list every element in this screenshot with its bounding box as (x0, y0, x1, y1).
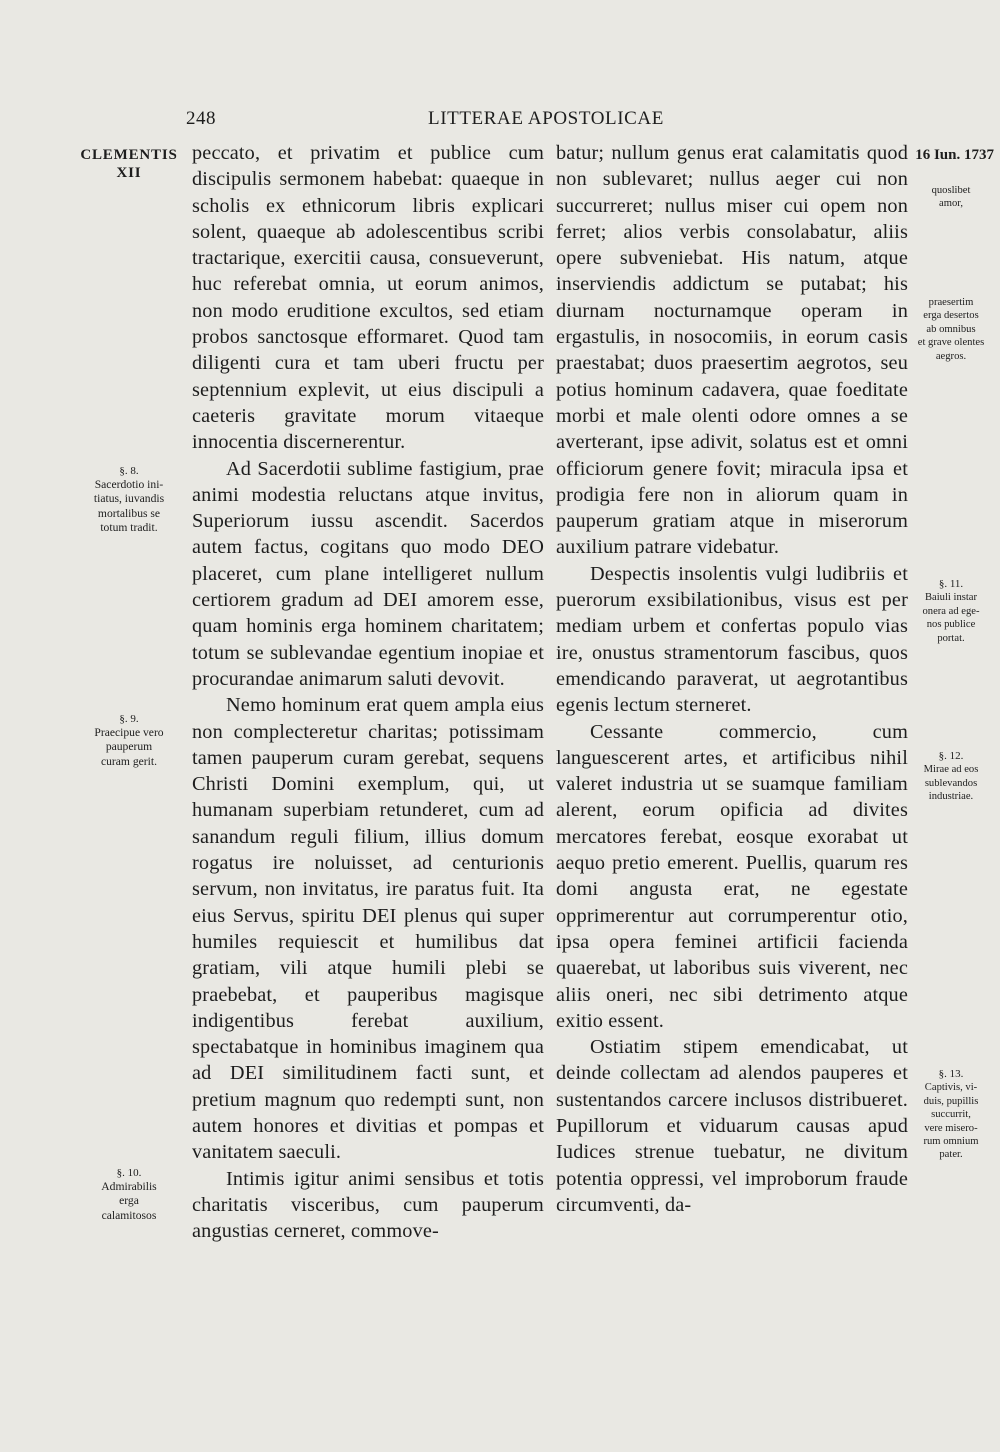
margin-author (76, 146, 182, 182)
paragraph: batur; nullum genus erat calamitatis quod non sublevaret; nullus aeger cui non succurreret; nullus miser cui opem non ferret; alios verbis consolabatur, aliis opere subveniebat. His natum, atque inserviendis addictum se putabat; his diurnam nocturnamque operam in ergastulis, in nosocomiis, in eorum casis praestabat; duos praesertim aegrotos, seu potius hominum cadavera, quae foeditate morbi et male olenti odore omnes a se averterant, ipse adivit, solatus est et omni officiorum genere fovit; miracula ipsa et prodigia fere non in aliorum quam in pauperum gratiam atque in miserorum auxilium patrare videbatur. (556, 142, 908, 559)
margin-note-line: duis, pupillis (923, 1095, 979, 1107)
margin-note-line: calamitosos (101, 1208, 157, 1222)
margin-note-10 (76, 1166, 182, 1223)
margin-note-line: Baiuli instar (924, 592, 978, 604)
author-line-1: CLEMENTIS (80, 147, 178, 163)
margin-note-9 (76, 712, 182, 769)
paragraph: peccato, et privatim et publice cum discipulis sermonem habebat: quaeque in scholis ex ethnicorum libris explicari solent, quaeque ab adolescentibus scribi tractarique, exercitii causa, consueverunt, huc referebat omnia, ut eorum animos, non modo eruditione excultos, sed etiam probos sanctosque efformaret. Quod tam diligenti cura et tam uberi fructu per septennium explevit, ut eius discipuli a caeteris gravitate morum vitaeque innocentia discernerentur. (192, 142, 544, 454)
margin-note-8 (76, 464, 182, 535)
margin-note-line: erga (119, 1194, 139, 1208)
margin-note-line: pauperum (105, 740, 153, 754)
paragraph: Intimis igitur animi sensibus et totis charitatis visceribus, cum pauperum angustias cerneret, commove- (192, 1167, 544, 1243)
margin-note-line: amor, (939, 198, 963, 210)
margin-note-line: rum omnium (923, 1136, 979, 1148)
paragraph: Despectis insolentis vulgi ludibriis et puerorum exsibilationibus, visus est per mediam urbem et confertas populo vias ire, onustus stramentorum fascibus, quos emendicando paraverat, ut aegrotantibus egenis lectum sterneret. (556, 562, 908, 717)
margin-note-line: succurrit, (931, 1109, 971, 1121)
page-number: 248 (186, 108, 216, 129)
paragraph: Nemo hominum erat quem ampla eius non complecteretur charitas; potissimam tamen pauperum curam gerebat, sequens Christi Domini exemplum, qui, ut humanam superbiam retunderet, cum ad sanandum reguli filium, illius domum rogatus ire noluisset, ad centurionis servum, non invitatus, ire paratus fuit. Ita eius Servus, spiritu DEI plenus qui super humiles requiescit et humilibus dat gratiam, vili atque humili plebi se praebebat, et pauperibus magisque indigentibus ferebat auxilium, spectabatque in hominibus imaginem qua ad DEI similitudinem facti sunt, et pretium magnum quo redempti sunt, non autem honores et divitias et pompas et vanitatem saeculi. (192, 694, 544, 1164)
margin-note-line: erga desertos (923, 310, 979, 322)
body-column-left (192, 140, 544, 1244)
paragraph: Cessante commercio, cum languescerent artes, et artificibus nihil valeret industria ut se suamque familiam alerent, eorum opificia ad divites mercatores ferebat, eosque exorabat ut aequo pretio emerent. Puellis, quarum res domi angusta erat, ne egestate opprimerentur aut corrumperentur otio, ipsa opera feminei artificii facienda quaerebat, ut laboribus suis viverent, nec aliis oneri, nec sibi detrimento atque exitio essent. (556, 720, 908, 1032)
margin-note-line: onera ad ege- (922, 605, 980, 617)
margin-note-line: totum tradit. (100, 520, 158, 534)
margin-note-section: §. 8. (119, 465, 139, 477)
margin-note-section: §. 10. (116, 1167, 142, 1179)
margin-note-13 (908, 1068, 994, 1162)
margin-note-line: quoslibet (931, 185, 971, 196)
margin-note-section: §. 13. (938, 1068, 964, 1080)
margin-note-amor (908, 184, 994, 211)
margin-note-section: §. 11. (938, 578, 964, 590)
margin-date: 16 Iun. 1737 (915, 147, 994, 163)
margin-note-12 (908, 750, 994, 804)
margin-note-line: tiatus, iuvandis (93, 492, 165, 506)
margin-note-line: vere misero- (924, 1122, 978, 1134)
margin-note-line: Captivis, vi- (924, 1082, 978, 1094)
margin-note-line: pater. (939, 1149, 963, 1161)
margin-note-line: sublevandos (924, 777, 978, 789)
margin-note-line: aegros. (935, 350, 967, 362)
body-column-right (556, 140, 908, 1218)
margin-note-section: §. 9. (119, 713, 139, 725)
margin-note-line: industriae. (928, 791, 974, 803)
margin-note-line: curam gerit. (100, 754, 157, 768)
margin-note-line: Admirabilis (101, 1180, 157, 1194)
margin-note-line: Praecipue vero (94, 726, 164, 740)
author-line-2: XII (116, 165, 142, 181)
margin-note-line: nos publice (926, 619, 976, 631)
paragraph: Ad Sacerdotii sublime fastigium, prae animi modestia reluctans atque invitus, Superiorum iussu ascendit. Sacerdos autem factus, cogitans quo modo DEO placeret, cum plane intelligeret nullum certiorem gradum ad DEI amorem esse, quam hominis erga hominem charitatem; totum se sublevandae egentium inopiae et procurandae animarum saluti devovit. (192, 457, 544, 690)
margin-note-11 (908, 578, 994, 645)
running-title: LITTERAE APOSTOLICAE (428, 108, 664, 129)
running-header (186, 108, 906, 138)
margin-note-line: praesertim (928, 297, 974, 308)
margin-note-line: mortalibus se (97, 506, 161, 520)
margin-note-line: ab omnibus (926, 323, 976, 335)
paragraph: Ostiatim stipem emendicabat, ut deinde collectam ad alendos pauperes et sustentandos carcere inclusos distribueret. Pupillorum et viduarum causas apud Iudices strenue tuebatur, ne divitum potentia oppressi, vel improborum fraude circumventi, da- (556, 1036, 908, 1216)
margin-note-line: et grave olentes (917, 337, 985, 349)
margin-note-section: §. 12. (938, 750, 964, 762)
margin-note-line: Sacerdotio ini- (94, 478, 164, 492)
margin-note-line: portat. (937, 632, 965, 644)
margin-note-line: Mirae ad eos (923, 764, 979, 776)
margin-note-praesertim (908, 296, 994, 363)
